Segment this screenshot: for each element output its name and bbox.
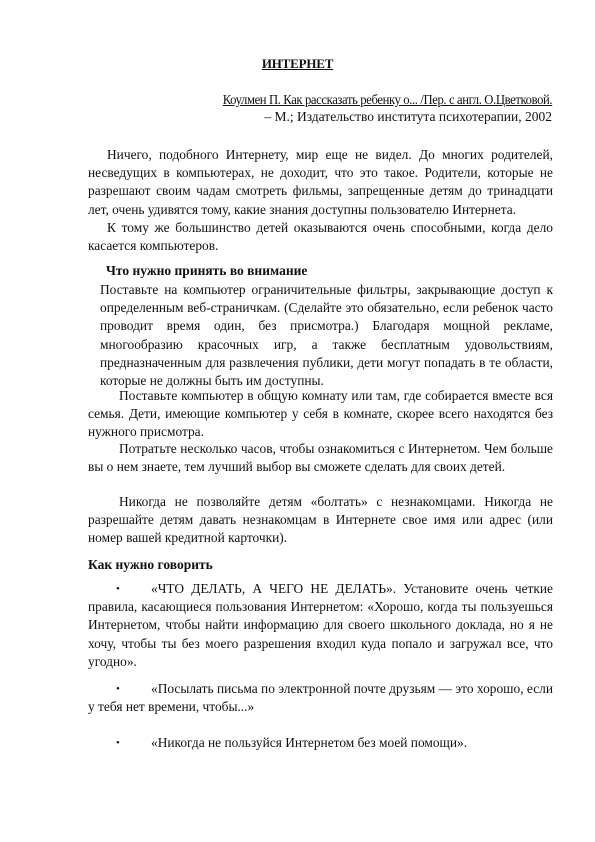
intro-paragraph-2: К тому же большинство детей оказываются очень способными, когда дело касается компьютеров.: [88, 220, 553, 254]
list-item: [88, 734, 553, 752]
strangers-paragraph: Никогда не позволяйте детям «болтать» с незнакомцами. Никогда не разрешайте детям давать незнакомцам в Интернете свое имя или адрес (или номер вашей кредитной карточки).: [88, 494, 553, 546]
list-item-text: «Посылать письма по электронной почте друзьям — это хорошо, если у тебя нет времени, чтобы...»: [88, 681, 553, 715]
bullet-icon: •: [116, 737, 120, 749]
publisher-line: – М.; Издательство института психотерапии, 2002: [264, 109, 552, 124]
filters-paragraph: Поставьте на компьютер ограничительные фильтры, закрывающие доступ к определенным веб-страничкам. (Сделайте это обязательно, если ребенок часто проводит время один, без присмотра.) Благодаря мощной рекламе, многообразию красочных игр, а также бесплатным удовольствиям, предназначенным для развлечения публики, дети могут попадать в те области, которые не должны быть им доступны.: [100, 282, 553, 389]
source-citation: Коулмен П. Как рассказать ребенку о... /Пер. с англ. О.Цветковой.: [222, 92, 552, 107]
list-item: [88, 580, 553, 671]
bullet-icon: •: [116, 683, 120, 695]
learn-internet-paragraph: Потратьте несколько часов, чтобы ознакомиться с Интернетом. Чем больше вы о нем знаете, тем лучший выбор вы сможете сделать для своих детей.: [88, 441, 553, 475]
list-item: [88, 680, 553, 716]
bullet-icon: •: [116, 583, 120, 595]
section-heading-how-to-talk: Как нужно говорить: [88, 557, 213, 572]
section-heading-considerations: Что нужно принять во внимание: [106, 263, 308, 278]
document-title: ИНТЕРНЕТ: [261, 56, 334, 71]
intro-paragraph-1: Ничего, подобного Интернету, мир еще не видел. До многих родителей, несведущих в компьютерах, не доходит, что это такое. Родители, которые не разрешают своим чадам смотреть фильмы, запрещенные детям до тринадцати лет, очень удивятся тому, какие знания доступны пользователю Интернета.: [88, 147, 553, 217]
list-item-text: «Никогда не пользуйся Интернетом без моей помощи».: [151, 735, 468, 750]
list-item-text: «ЧТО ДЕЛАТЬ, А ЧЕГО НЕ ДЕЛАТЬ». Установите очень четкие правила, касающиеся пользования Интернетом: «Хорошо, когда ты пользуешься Интернетом, чтобы найти информацию для своего школьного доклада, но я не хочу, чтобы ты без моего разрешения входил куда попало и загружал все, что угодно».: [88, 581, 553, 669]
shared-room-paragraph: Поставьте компьютер в общую комнату или там, где собирается вместе вся семья. Дети, имеющие компьютер у себя в комнате, скорее всего находятся без нужного присмотра.: [88, 388, 553, 440]
